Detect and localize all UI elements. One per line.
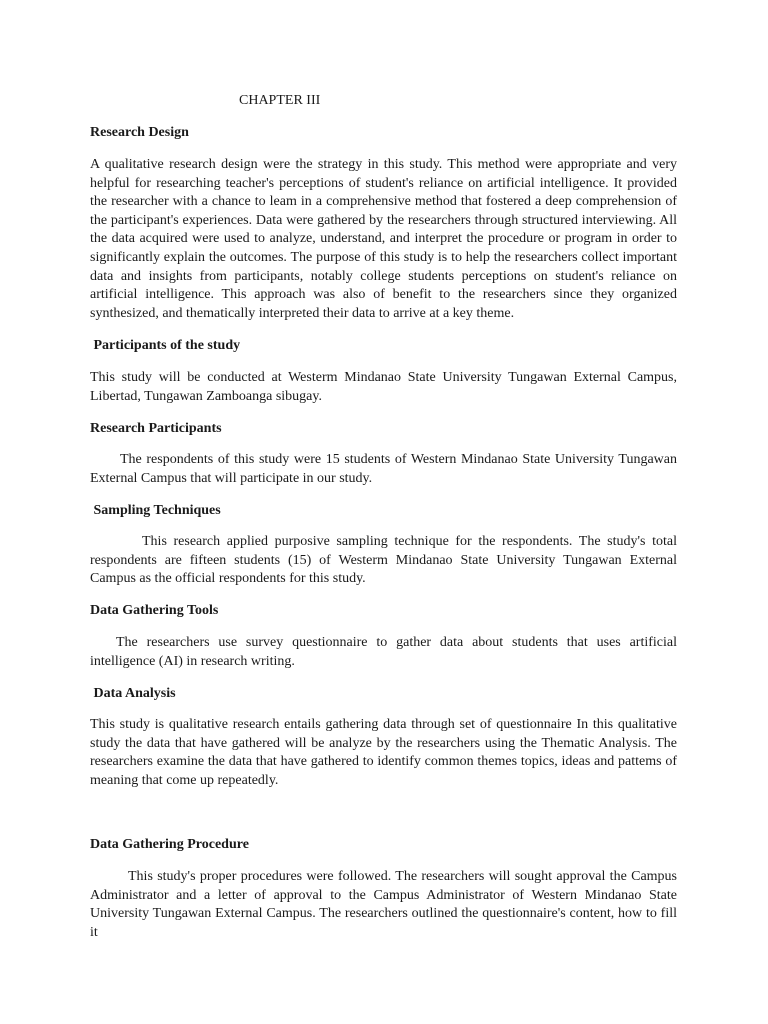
paragraph-sampling-techniques: This research applied purposive sampling technique for the respondents. The study's total respondents are fifteen students (15) of Westerm Mindanao State University Tungawan External Campus as the official respondents for this study.	[90, 534, 677, 587]
heading-data-analysis: Data Analysis	[90, 686, 176, 701]
paragraph-data-gathering-tools: The researchers use survey questionnaire to gather data about students that uses artificial intelligence (AI) in research writing.	[90, 635, 677, 669]
heading-data-gathering-procedure: Data Gathering Procedure	[90, 837, 249, 852]
paragraph-participants-of-study: This study will be conducted at Westerm Mindanao State University Tungawan External Campus, Libertad, Tungawan Zamboanga sibugay.	[90, 370, 677, 404]
heading-research-participants: Research Participants	[90, 421, 222, 436]
chapter-title: CHAPTER III	[239, 93, 321, 108]
heading-sampling-techniques: Sampling Techniques	[90, 503, 221, 518]
heading-research-design: Research Design	[90, 125, 189, 140]
paragraph-research-design: A qualitative research design were the strategy in this study. This method were appropriate and very helpful for researching teacher's perceptions of student's reliance on artificial intelligence. It provided the researcher with a chance to leam in a comprehensive method that fostered a deep comprehension of the participant's experiences. Data were gathered by the researchers through structured interviewing. All the data acquired were used to analyze, understand, and interpret the procedure or program in order to significantly explain the outcomes. The purpose of this study is to help the researchers collect important data and insights from participants, notably college students perceptions on student's reliance on artificial intelligence. This approach was also of benefit to the researchers since they organized synthesized, and thematically interpreted their data to arrive at a key theme.	[90, 157, 677, 321]
heading-data-gathering-tools: Data Gathering Tools	[90, 603, 219, 618]
paragraph-data-gathering-procedure: This study's proper procedures were followed. The researchers will sought approval the Campus Administrator and a letter of approval to the Campus Administrator of Western Mindanao State University Tungawan External Campus. The researchers outlined the questionnaire's content, how to fill it	[90, 869, 677, 940]
heading-participants-of-study: Participants of the study	[90, 338, 241, 353]
paragraph-research-participants: The respondents of this study were 15 students of Western Mindanao State University Tungawan External Campus that will participate in our study.	[90, 452, 677, 486]
paragraph-data-analysis: This study is qualitative research entails gathering data through set of questionnaire In this qualitative study the data that have gathered will be analyze by the researchers using the Thematic Analysis. The researchers examine the data that have gathered to identify common themes topics, ideas and pattems of meaning that come up repeatedly.	[90, 717, 677, 788]
